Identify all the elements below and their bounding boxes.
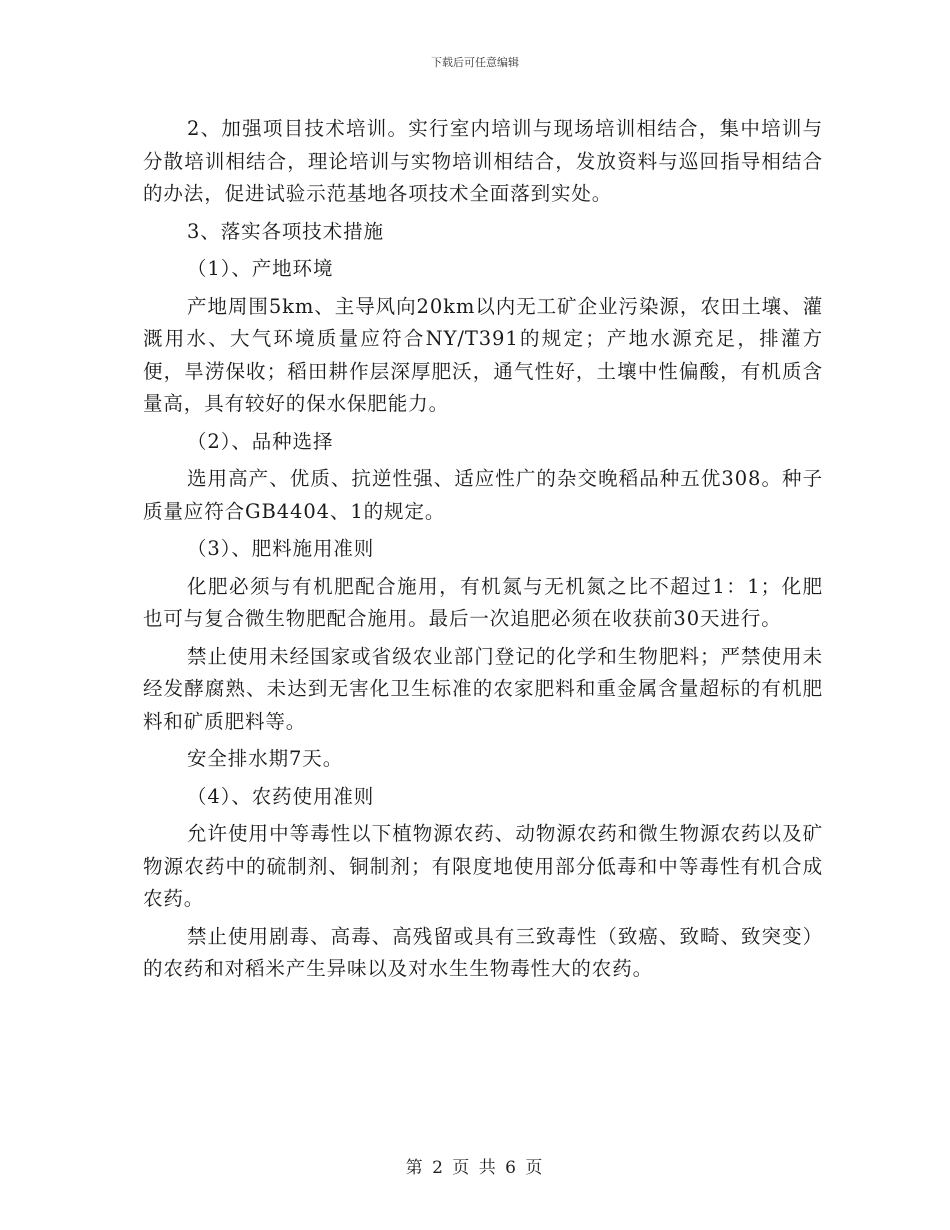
paragraph-pesticide-2: 禁止使用剧毒、高毒、高残留或具有三致毒性（致癌、致畸、致突变）的农药和对稻米产生异味以及对水生生物毒性大的农药。 — [143, 924, 823, 980]
document-body — [143, 113, 823, 991]
heading-fertilizer: （3）、肥料施用准则 — [187, 537, 375, 560]
paragraph-environment: 产地周围5km、主导风向20km以内无工矿企业污染源，农田土壤、灌溉用水、大气环境质量应符合NY/T391的规定；产地水源充足，排灌方便，旱涝保收；稻田耕作层深厚肥沃，通气性好，土壤中性偏酸，有机质含量高，具有较好的保水保肥能力。 — [143, 294, 823, 415]
paragraph-fertilizer-1: 化肥必须与有机肥配合施用，有机氮与无机氮之比不超过1：1；化肥也可与复合微生物肥配合施用。最后一次追肥必须在收获前30天进行。 — [143, 574, 823, 630]
paragraph-pesticide-1: 允许使用中等毒性以下植物源农药、动物源农药和微生物源农药以及矿物源农药中的硫制剂、铜制剂；有限度地使用部分低毒和中等毒性有机合成农药。 — [143, 822, 823, 910]
paragraph-variety: 选用高产、优质、抗逆性强、适应性广的杂交晚稻品种五优308。种子质量应符合GB4404、1的规定。 — [143, 467, 823, 523]
heading-pesticide: （4）、农药使用准则 — [187, 784, 375, 808]
paragraph-drainage: 安全排水期7天。 — [187, 747, 344, 770]
heading-variety: （2）、品种选择 — [187, 429, 334, 453]
page-header: 下载后可任意编辑 — [431, 56, 519, 69]
heading-measures: 3、落实各项技术措施 — [187, 219, 384, 243]
page-number: 第 2 页 共 6 页 — [405, 1158, 545, 1178]
heading-environment: （1）、产地环境 — [187, 257, 334, 280]
paragraph-training: 2、加强项目技术培训。实行室内培训与现场培训相结合，集中培训与分散培训相结合，理论培训与实物培训相结合，发放资料与巡回指导相结合的办法，促进试验示范基地各项技术全面落到实处。 — [143, 117, 823, 205]
paragraph-fertilizer-2: 禁止使用未经国家或省级农业部门登记的化学和生物肥料；严禁使用未经发酵腐熟、未达到无害化卫生标准的农家肥料和重金属含量超标的有机肥料和矿质肥料等。 — [143, 644, 823, 733]
